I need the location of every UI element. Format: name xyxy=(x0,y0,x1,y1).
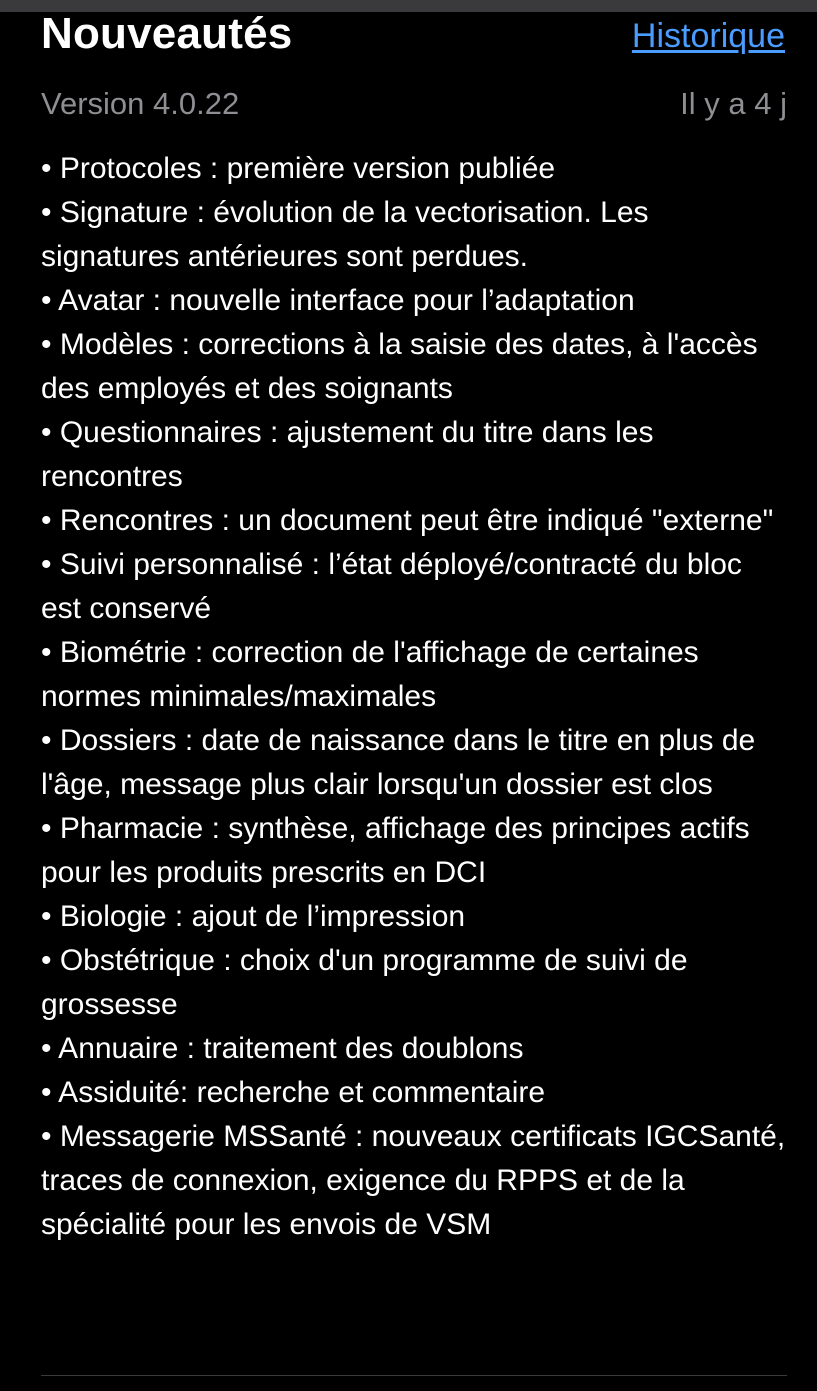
release-note: • Questionnaires : ajustement du titre dans les rencontres xyxy=(41,416,654,493)
version-label: Version 4.0.22 xyxy=(41,86,240,121)
release-date: Il y a 4 j xyxy=(680,86,787,121)
release-note: • Dossiers : date de naissance dans le titre en plus de l'âge, message plus clair lorsqu'un dossier est clos xyxy=(41,724,756,801)
release-notes xyxy=(41,147,786,1247)
version-row xyxy=(41,84,787,124)
release-note: • Signature : évolution de la vectorisation. Les signatures antérieures sont perdues. xyxy=(41,196,649,273)
section-divider xyxy=(41,1375,787,1376)
release-note: • Pharmacie : synthèse, affichage des principes actifs pour les produits prescrits en DCI xyxy=(41,812,750,889)
page-title: Nouveautés xyxy=(41,9,293,58)
release-note: • Rencontres : un document peut être indiqué "externe" xyxy=(41,504,774,537)
release-note: • Protocoles : première version publiée xyxy=(41,152,556,185)
release-note: • Biométrie : correction de l'affichage de certaines normes minimales/maximales xyxy=(41,636,699,713)
release-note: • Obstétrique : choix d'un programme de suivi de grossesse xyxy=(41,944,688,1021)
release-note: • Messagerie MSSanté : nouveaux certificats IGCSanté, traces de connexion, exigence du RPPS et de la spécialité pour les envois de VSM xyxy=(41,1120,786,1241)
whats-new-header xyxy=(41,10,785,62)
release-note: • Avatar : nouvelle interface pour l’adaptation xyxy=(41,284,635,317)
release-note: • Annuaire : traitement des doublons xyxy=(41,1032,524,1065)
history-link[interactable]: Historique xyxy=(631,17,785,55)
release-note: • Biologie : ajout de l’impression xyxy=(41,900,466,933)
release-note: • Suivi personnalisé : l’état déployé/contracté du bloc est conservé xyxy=(41,548,742,625)
release-note: • Assiduité: recherche et commentaire xyxy=(41,1076,546,1109)
release-note: • Modèles : corrections à la saisie des dates, à l'accès des employés et des soignants xyxy=(41,328,758,405)
